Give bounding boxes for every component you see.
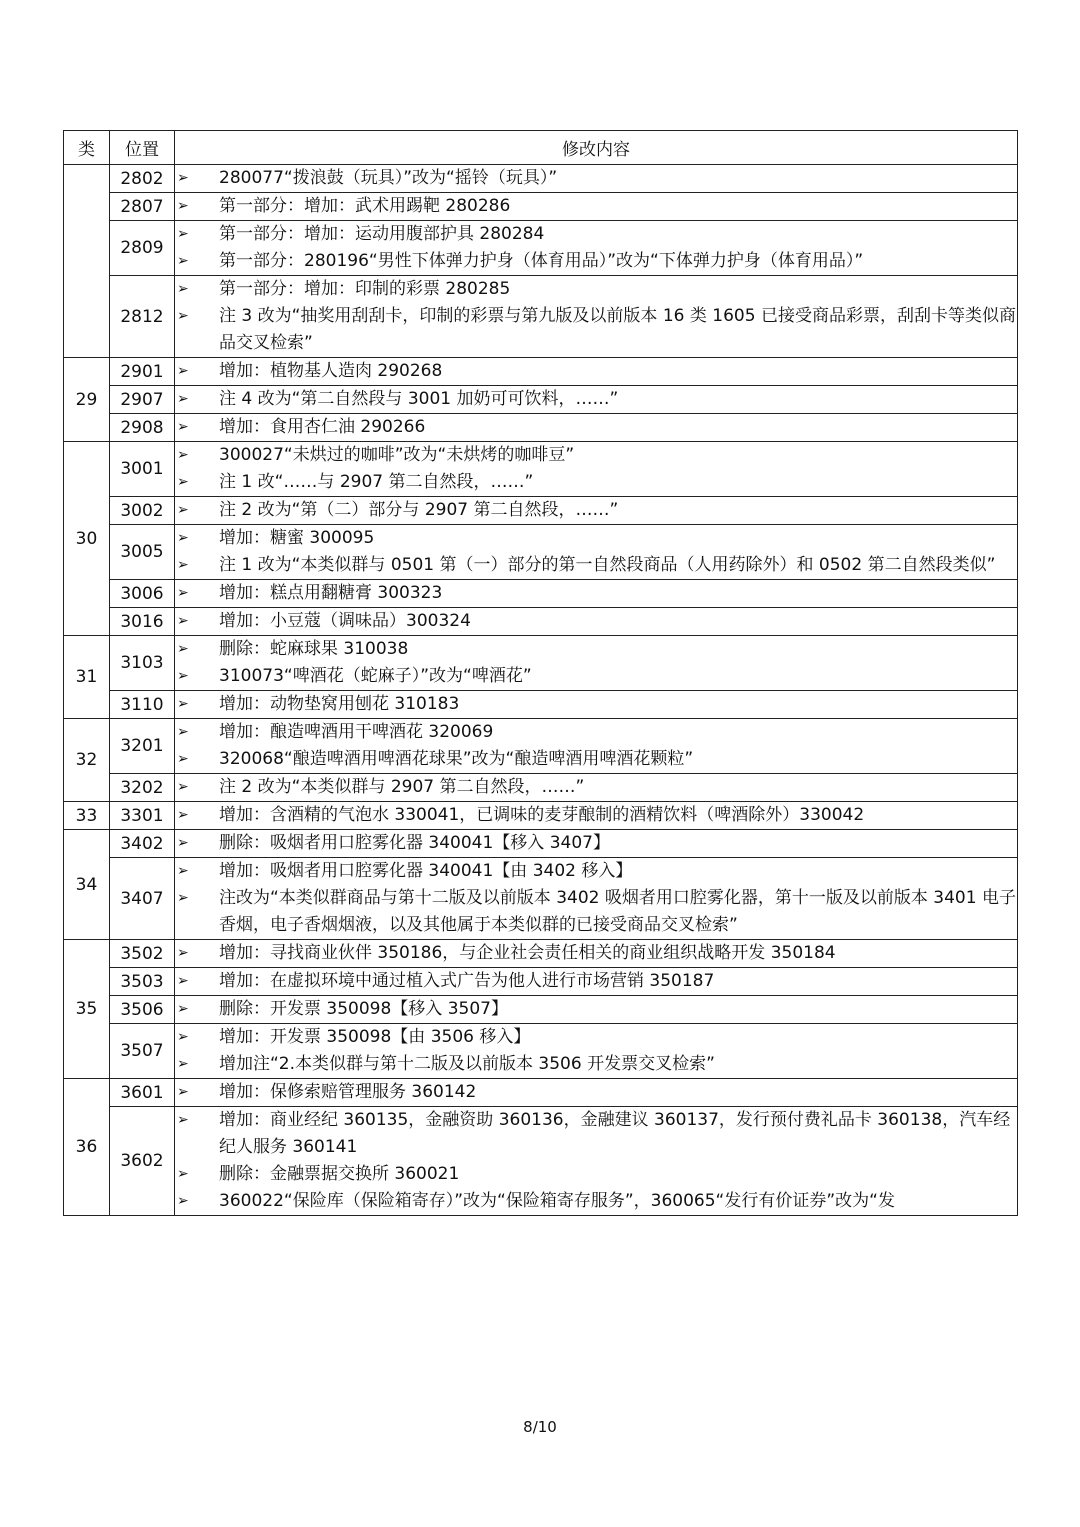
- item-text: 增加：吸烟者用口腔雾化器 340041【由 3402 移入】: [219, 861, 633, 881]
- arrow-bullet-icon: ➢: [177, 668, 189, 684]
- category-cell: 36: [64, 1079, 110, 1216]
- content-cell: [175, 497, 1018, 525]
- list-item: [175, 386, 1017, 413]
- position-code-cell: 3407: [110, 858, 175, 940]
- arrow-bullet-icon: ➢: [177, 198, 189, 214]
- item-text: 增加：小豆蔻（调味品）300324: [219, 611, 471, 631]
- item-text: 320068“酿造啤酒用啤酒花球果”改为“酿造啤酒用啤酒花颗粒”: [219, 749, 694, 769]
- arrow-bullet-icon: ➢: [177, 779, 189, 795]
- item-text: 第一部分：280196“男性下体弹力护身（体育用品）”改为“下体弹力护身（体育用品）”: [219, 251, 864, 271]
- content-cell: [175, 691, 1018, 719]
- list-item: [175, 497, 1017, 524]
- content-cell: [175, 221, 1018, 276]
- content-cell: [175, 1079, 1018, 1107]
- item-text: 增加：保修索赔管理服务 360142: [219, 1082, 477, 1102]
- content-cell: [175, 1024, 1018, 1079]
- arrow-bullet-icon: ➢: [177, 863, 189, 879]
- item-text: 注 4 改为“第二自然段与 3001 加奶可可饮料，……”: [219, 389, 619, 409]
- item-text: 第一部分：增加：武术用踢靶 280286: [219, 196, 511, 216]
- list-item: [175, 221, 1017, 248]
- arrow-bullet-icon: ➢: [177, 419, 189, 435]
- table-row: [64, 858, 1018, 940]
- item-text: 增加：植物基人造肉 290268: [219, 361, 443, 381]
- list-item: [175, 193, 1017, 220]
- table-row: [64, 414, 1018, 442]
- table-row: [64, 774, 1018, 802]
- item-text: 增加：含酒精的气泡水 330041，已调味的麦芽酿制的酒精饮料（啤酒除外）330042: [219, 805, 865, 825]
- table-row: [64, 165, 1018, 193]
- content-cell: [175, 940, 1018, 968]
- item-text: 删除：蛇麻球果 310038: [219, 639, 409, 659]
- table-row: [64, 386, 1018, 414]
- category-cell: 29: [64, 358, 110, 442]
- list-item: [175, 858, 1017, 885]
- arrow-bullet-icon: ➢: [177, 391, 189, 407]
- position-code-cell: 3301: [110, 802, 175, 830]
- item-text: 增加：在虚拟环境中通过植入式广告为他人进行市场营销 350187: [219, 971, 715, 991]
- content-cell: [175, 608, 1018, 636]
- position-code-cell: 3006: [110, 580, 175, 608]
- item-text: 注 3 改为“抽奖用刮刮卡，印制的彩票与第九版及以前版本 16 类 1605 已接受商品彩票，刮刮卡等类似商品交叉检索”: [219, 306, 1016, 353]
- arrow-bullet-icon: ➢: [177, 1056, 189, 1072]
- list-item: [175, 1107, 1017, 1161]
- list-item: [175, 1024, 1017, 1051]
- arrow-bullet-icon: ➢: [177, 530, 189, 546]
- content-cell: [175, 802, 1018, 830]
- arrow-bullet-icon: ➢: [177, 724, 189, 740]
- item-text: 注 1 改为“本类似群与 0501 第（一）部分的第一自然段商品（人用药除外）和 0502 第二自然段类似”: [219, 555, 996, 575]
- list-item: [175, 525, 1017, 552]
- item-text: 增加：商业经纪 360135，金融资助 360136，金融建议 360137，发行预付费礼品卡 360138，汽车经纪人服务 360141: [219, 1110, 1011, 1157]
- item-text: 第一部分：增加：印制的彩票 280285: [219, 279, 511, 299]
- table-row: [64, 497, 1018, 525]
- position-code-cell: 3506: [110, 996, 175, 1024]
- item-text: 注 2 改为“第（二）部分与 2907 第二自然段，……”: [219, 500, 619, 520]
- category-cell: 34: [64, 830, 110, 940]
- list-item: [175, 719, 1017, 746]
- arrow-bullet-icon: ➢: [177, 1193, 189, 1209]
- position-code-cell: 2812: [110, 276, 175, 358]
- table-row: [64, 719, 1018, 774]
- table-row: [64, 221, 1018, 276]
- list-item: [175, 165, 1017, 192]
- list-item: [175, 1188, 1017, 1215]
- arrow-bullet-icon: ➢: [177, 1112, 189, 1128]
- item-text: 删除：吸烟者用口腔雾化器 340041【移入 3407】: [219, 833, 610, 853]
- arrow-bullet-icon: ➢: [177, 557, 189, 573]
- arrow-bullet-icon: ➢: [177, 945, 189, 961]
- position-code-cell: 3602: [110, 1107, 175, 1216]
- arrow-bullet-icon: ➢: [177, 835, 189, 851]
- table-row: [64, 1107, 1018, 1216]
- item-text: 310073“啤酒花（蛇麻子）”改为“啤酒花”: [219, 666, 532, 686]
- position-code-cell: 3201: [110, 719, 175, 774]
- position-code-cell: 3402: [110, 830, 175, 858]
- item-text: 第一部分：增加：运动用腹部护具 280284: [219, 224, 545, 244]
- list-item: [175, 774, 1017, 801]
- item-text: 增加：糕点用翻糖膏 300323: [219, 583, 443, 603]
- arrow-bullet-icon: ➢: [177, 447, 189, 463]
- content-cell: [175, 193, 1018, 221]
- item-text: 增加：寻找商业伙伴 350186，与企业社会责任相关的商业组织战略开发 350184: [219, 943, 836, 963]
- category-cell: 35: [64, 940, 110, 1079]
- list-item: [175, 469, 1017, 496]
- list-item: [175, 276, 1017, 303]
- list-item: [175, 1161, 1017, 1188]
- item-text: 删除：金融票据交换所 360021: [219, 1164, 460, 1184]
- arrow-bullet-icon: ➢: [177, 308, 189, 324]
- position-code-cell: 2901: [110, 358, 175, 386]
- arrow-bullet-icon: ➢: [177, 1029, 189, 1045]
- table-row: [64, 358, 1018, 386]
- item-text: 注改为“本类似群商品与第十二版及以前版本 3402 吸烟者用口腔雾化器，第十一版及以前版本 3401 电子香烟，电子香烟烟液，以及其他属于本类似群的已接受商品交叉检索”: [219, 888, 1016, 935]
- table-row: [64, 525, 1018, 580]
- item-text: 注 1 改“……与 2907 第二自然段，……”: [219, 472, 534, 492]
- item-text: 增加：开发票 350098【由 3506 移入】: [219, 1027, 531, 1047]
- arrow-bullet-icon: ➢: [177, 1001, 189, 1017]
- position-code-cell: 2807: [110, 193, 175, 221]
- item-text: 删除：开发票 350098【移入 3507】: [219, 999, 508, 1019]
- content-cell: [175, 1107, 1018, 1216]
- content-cell: [175, 358, 1018, 386]
- table-header-row: [64, 131, 1018, 165]
- arrow-bullet-icon: ➢: [177, 890, 189, 906]
- category-cell: 30: [64, 442, 110, 636]
- item-text: 增加注“2.本类似群与第十二版及以前版本 3506 开发票交叉检索”: [219, 1054, 715, 1074]
- position-code-cell: 3507: [110, 1024, 175, 1079]
- position-code-cell: 3202: [110, 774, 175, 802]
- table-row: [64, 276, 1018, 358]
- category-cell: [64, 165, 110, 358]
- content-cell: [175, 414, 1018, 442]
- list-item: [175, 552, 1017, 579]
- list-item: [175, 248, 1017, 275]
- table-row: [64, 968, 1018, 996]
- list-item: [175, 580, 1017, 607]
- table-row: [64, 1024, 1018, 1079]
- content-cell: [175, 386, 1018, 414]
- content-cell: [175, 636, 1018, 691]
- list-item: [175, 830, 1017, 857]
- position-code-cell: 2907: [110, 386, 175, 414]
- content-cell: [175, 830, 1018, 858]
- arrow-bullet-icon: ➢: [177, 641, 189, 657]
- arrow-bullet-icon: ➢: [177, 363, 189, 379]
- content-cell: [175, 165, 1018, 193]
- list-item: [175, 303, 1017, 357]
- table-row: [64, 1079, 1018, 1107]
- list-item: [175, 358, 1017, 385]
- list-item: [175, 746, 1017, 773]
- table-body: [64, 165, 1018, 1216]
- arrow-bullet-icon: ➢: [177, 1166, 189, 1182]
- table-row: [64, 636, 1018, 691]
- arrow-bullet-icon: ➢: [177, 696, 189, 712]
- list-item: [175, 1079, 1017, 1106]
- arrow-bullet-icon: ➢: [177, 502, 189, 518]
- table-row: [64, 608, 1018, 636]
- table-row: [64, 940, 1018, 968]
- list-item: [175, 608, 1017, 635]
- position-code-cell: 2809: [110, 221, 175, 276]
- item-text: 300027“未烘过的咖啡”改为“未烘烤的咖啡豆”: [219, 445, 575, 465]
- content-cell: [175, 996, 1018, 1024]
- category-cell: 31: [64, 636, 110, 719]
- position-code-cell: 3503: [110, 968, 175, 996]
- list-item: [175, 996, 1017, 1023]
- position-code-cell: 3016: [110, 608, 175, 636]
- list-item: [175, 940, 1017, 967]
- header-content: 修改内容: [175, 131, 1018, 165]
- list-item: [175, 663, 1017, 690]
- amendment-table: [63, 130, 1018, 1216]
- item-text: 增加：动物垫窝用刨花 310183: [219, 694, 460, 714]
- content-cell: [175, 442, 1018, 497]
- table-row: [64, 193, 1018, 221]
- content-cell: [175, 968, 1018, 996]
- content-cell: [175, 580, 1018, 608]
- table-row: [64, 996, 1018, 1024]
- page-number: 8/10: [523, 1418, 557, 1436]
- position-code-cell: 2802: [110, 165, 175, 193]
- arrow-bullet-icon: ➢: [177, 474, 189, 490]
- position-code-cell: 3001: [110, 442, 175, 497]
- arrow-bullet-icon: ➢: [177, 1084, 189, 1100]
- item-text: 360022“保险库（保险箱寄存）”改为“保险箱寄存服务”，360065“发行有价证券”改为“发: [219, 1191, 895, 1211]
- arrow-bullet-icon: ➢: [177, 807, 189, 823]
- list-item: [175, 885, 1017, 939]
- list-item: [175, 414, 1017, 441]
- list-item: [175, 636, 1017, 663]
- table-row: [64, 830, 1018, 858]
- arrow-bullet-icon: ➢: [177, 585, 189, 601]
- table-row: [64, 691, 1018, 719]
- item-text: 增加：酿造啤酒用干啤酒花 320069: [219, 722, 494, 742]
- position-code-cell: 3103: [110, 636, 175, 691]
- arrow-bullet-icon: ➢: [177, 613, 189, 629]
- item-text: 增加：食用杏仁油 290266: [219, 417, 426, 437]
- list-item: [175, 968, 1017, 995]
- header-position: 位置: [110, 131, 175, 165]
- item-text: 注 2 改为“本类似群与 2907 第二自然段，……”: [219, 777, 585, 797]
- list-item: [175, 691, 1017, 718]
- item-text: 280077“拨浪鼓（玩具）”改为“摇铃（玩具）”: [219, 168, 558, 188]
- arrow-bullet-icon: ➢: [177, 253, 189, 269]
- content-cell: [175, 719, 1018, 774]
- list-item: [175, 442, 1017, 469]
- arrow-bullet-icon: ➢: [177, 226, 189, 242]
- table-row: [64, 580, 1018, 608]
- table-row: [64, 442, 1018, 497]
- content-cell: [175, 774, 1018, 802]
- list-item: [175, 802, 1017, 829]
- category-cell: 33: [64, 802, 110, 830]
- list-item: [175, 1051, 1017, 1078]
- position-code-cell: 3002: [110, 497, 175, 525]
- header-category: 类: [64, 131, 110, 165]
- arrow-bullet-icon: ➢: [177, 281, 189, 297]
- content-cell: [175, 276, 1018, 358]
- position-code-cell: 3601: [110, 1079, 175, 1107]
- arrow-bullet-icon: ➢: [177, 751, 189, 767]
- position-code-cell: 3110: [110, 691, 175, 719]
- content-cell: [175, 858, 1018, 940]
- arrow-bullet-icon: ➢: [177, 973, 189, 989]
- position-code-cell: 2908: [110, 414, 175, 442]
- position-code-cell: 3502: [110, 940, 175, 968]
- table-row: [64, 802, 1018, 830]
- arrow-bullet-icon: ➢: [177, 170, 189, 186]
- item-text: 增加：糖蜜 300095: [219, 528, 375, 548]
- position-code-cell: 3005: [110, 525, 175, 580]
- content-cell: [175, 525, 1018, 580]
- category-cell: 32: [64, 719, 110, 802]
